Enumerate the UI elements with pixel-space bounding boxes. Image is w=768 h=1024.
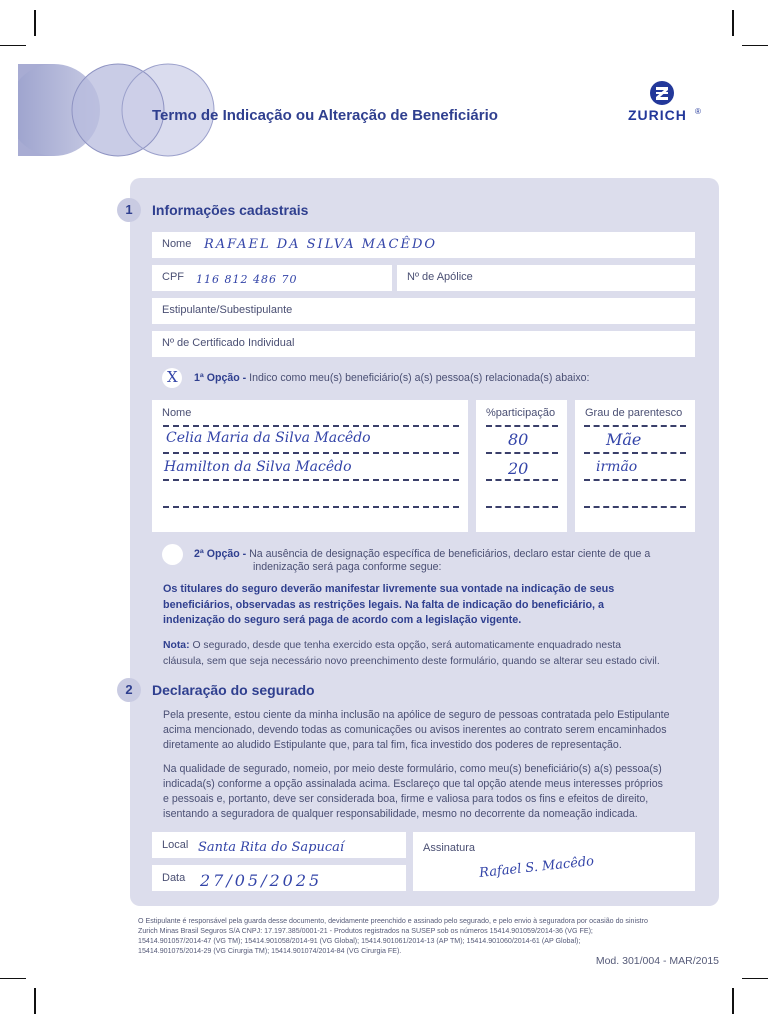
- assinatura-label: Assinatura: [423, 842, 475, 854]
- crop-mark: [34, 988, 36, 1014]
- declaracao-line: Na qualidade de segurado, nomeio, por meio deste formulário, como meu(s) beneficiário(s) a(s) pessoa(s): [163, 763, 662, 775]
- local-field[interactable]: [152, 832, 406, 858]
- footer-line: 15414.901075/2014-29 (VG Cirurgia TM); 15414.901074/2014-84 (VG Cirurgia FE).: [138, 947, 402, 955]
- form-model-code: Mod. 301/004 - MAR/2015: [595, 955, 719, 967]
- local-label: Local: [162, 839, 189, 851]
- option2-description-1: Na ausência de designação específica de beneficiários, declaro estar ciente de que a: [249, 548, 651, 560]
- registered-mark: ®: [695, 107, 701, 116]
- option2-label: 2ª Opção -: [194, 548, 247, 560]
- beneficiary-row-2-nome: Hamilton da Silva Macêdo: [164, 459, 352, 475]
- declaracao-line: indicada(s) conforme a opção assinalada acima. Esclareço que tal opção atende meus interesses próprios: [163, 778, 663, 790]
- option2-radio[interactable]: [162, 544, 183, 565]
- nota-line-1: O segurado, desde que tenha exercido esta opção, será automaticamente enquadrado nesta: [192, 640, 622, 651]
- nota-line-2: cláusula, sem que seja necessário novo preenchimento deste formulário, quando se alterar seu estado civil.: [163, 655, 660, 667]
- option1-mark: X: [167, 368, 178, 386]
- certificado-field[interactable]: [152, 331, 695, 357]
- declaracao-paragraph-1: [163, 708, 670, 753]
- declaracao-line: isentando a seguradora de qualquer responsabilidade, mesmo no decorrente da nomeação indicada.: [163, 808, 638, 820]
- footer-line: Zurich Minas Brasil Seguros S/A CNPJ: 17.197.385/0001-21 - Produtos registrados na SUSEP sob os números 15414.901059/2014-36 (VG FE);: [138, 927, 593, 935]
- dashed-line: [584, 506, 686, 508]
- nome-value: RAFAEL DA SILVA MACÊDO: [204, 237, 438, 252]
- estipulante-field[interactable]: [152, 298, 695, 324]
- footer-legal-text: [138, 916, 648, 956]
- estipulante-label: Estipulante/Subestipulante: [162, 304, 293, 316]
- dashed-line: [486, 479, 558, 481]
- data-value: 27/05/2025: [200, 871, 323, 890]
- dashed-line: [584, 425, 686, 427]
- option1-label: 1ª Opção -: [194, 372, 247, 384]
- beneficiary-row-2-participacao: 20: [508, 459, 529, 478]
- crop-mark: [0, 45, 26, 46]
- dashed-line: [486, 506, 558, 508]
- apolice-field[interactable]: [397, 265, 695, 291]
- data-label: Data: [162, 872, 186, 884]
- nome-label: Nome: [162, 238, 192, 250]
- declaracao-line: Pela presente, estou ciente da minha inclusão na apólice de seguro de pessoas contratada pelo Estipulante: [163, 709, 670, 721]
- crop-mark: [0, 978, 26, 979]
- column-header-nome: Nome: [162, 407, 192, 419]
- declaracao-line: diretamente ao aludido Estipulante que, para tal fim, fica investido dos poderes de representação.: [163, 739, 622, 751]
- beneficiary-row-2-grau: irmão: [596, 459, 638, 475]
- cpf-field[interactable]: [152, 265, 392, 291]
- declaracao-line: acima mencionado, devendo todas as comunicações ou avisos inerentes ao contrato serem encaminhados: [163, 724, 667, 736]
- assinatura-signature: Rafael S. Macêdo: [478, 854, 595, 881]
- zurich-emblem-icon: [649, 80, 675, 106]
- nota-paragraph: [163, 638, 660, 669]
- option1-description: Indico como meu(s) beneficiário(s) a(s) pessoa(s) relacionada(s) abaixo:: [249, 372, 590, 384]
- dashed-line: [584, 452, 686, 454]
- titulares-line: beneficiários, observadas as restrições legais. Na falta de indicação do beneficiário, a: [163, 598, 605, 611]
- nota-label: Nota:: [163, 640, 190, 651]
- section-number-2: 2: [117, 678, 141, 702]
- certificado-label: Nº de Certificado Individual: [162, 337, 295, 349]
- declaracao-line: e pessoais e, portanto, deve ser considerada boa, firme e valiosa para todos os fins e efeitos de direito,: [163, 793, 649, 805]
- column-header-grau: Grau de parentesco: [585, 407, 683, 419]
- crop-mark: [742, 978, 768, 979]
- option1-text: [194, 372, 589, 384]
- apolice-label: Nº de Apólice: [407, 271, 473, 283]
- titulares-paragraph: [163, 582, 614, 629]
- footer-line: 15414.901057/2014-47 (VG TM); 15414.901058/2014-91 (VG Global); 15414.901061/2014-13 (AP TM); 15414.901060/2014-61 (AP Global);: [138, 937, 581, 945]
- cpf-label: CPF: [162, 271, 184, 283]
- dashed-line: [584, 479, 686, 481]
- section-number-1: 1: [117, 198, 141, 222]
- footer-line: O Estipulante é responsável pela guarda desse documento, devidamente preenchido e assinado pelo segurado, e pelo envio à seguradora por ocasião do sinistro: [138, 917, 648, 925]
- crop-mark: [34, 10, 36, 36]
- crop-mark: [732, 10, 734, 36]
- declaracao-paragraph-2: [163, 762, 663, 822]
- titulares-line: Os titulares do seguro deverão manifestar livremente sua vontade na indicação de seus: [163, 583, 615, 595]
- option1-radio[interactable]: [162, 368, 182, 388]
- crop-mark: [732, 988, 734, 1014]
- option2-description-2: indenização será paga conforme segue:: [253, 561, 442, 573]
- option2-text: [194, 548, 650, 561]
- section-title-1: Informações cadastrais: [152, 202, 309, 218]
- assinatura-field[interactable]: [413, 832, 695, 891]
- dashed-line: [486, 425, 558, 427]
- dashed-line: [486, 452, 558, 454]
- dashed-line: [163, 452, 459, 454]
- brand-name: ZURICH: [628, 107, 687, 123]
- beneficiary-row-1-participacao: 80: [508, 430, 529, 449]
- local-value: Santa Rita do Sapucaí: [198, 840, 345, 855]
- data-field[interactable]: [152, 865, 406, 891]
- dashed-line: [163, 506, 459, 508]
- section-title-2: Declaração do segurado: [152, 682, 315, 698]
- cpf-value: 116 812 486 70: [196, 273, 298, 286]
- crop-mark: [742, 45, 768, 46]
- page-title: Termo de Indicação ou Alteração de Beneficiário: [152, 107, 498, 124]
- beneficiary-row-1-nome: Celia Maria da Silva Macêdo: [166, 430, 371, 446]
- dashed-line: [163, 425, 459, 427]
- zurich-logo: [626, 80, 706, 126]
- titulares-line: indenização do seguro será paga de acordo com a legislação vigente.: [163, 614, 522, 626]
- dashed-line: [163, 479, 459, 481]
- column-header-participacao: %participação: [486, 407, 556, 419]
- nome-field[interactable]: [152, 232, 695, 258]
- beneficiary-row-1-grau: Mãe: [606, 430, 642, 449]
